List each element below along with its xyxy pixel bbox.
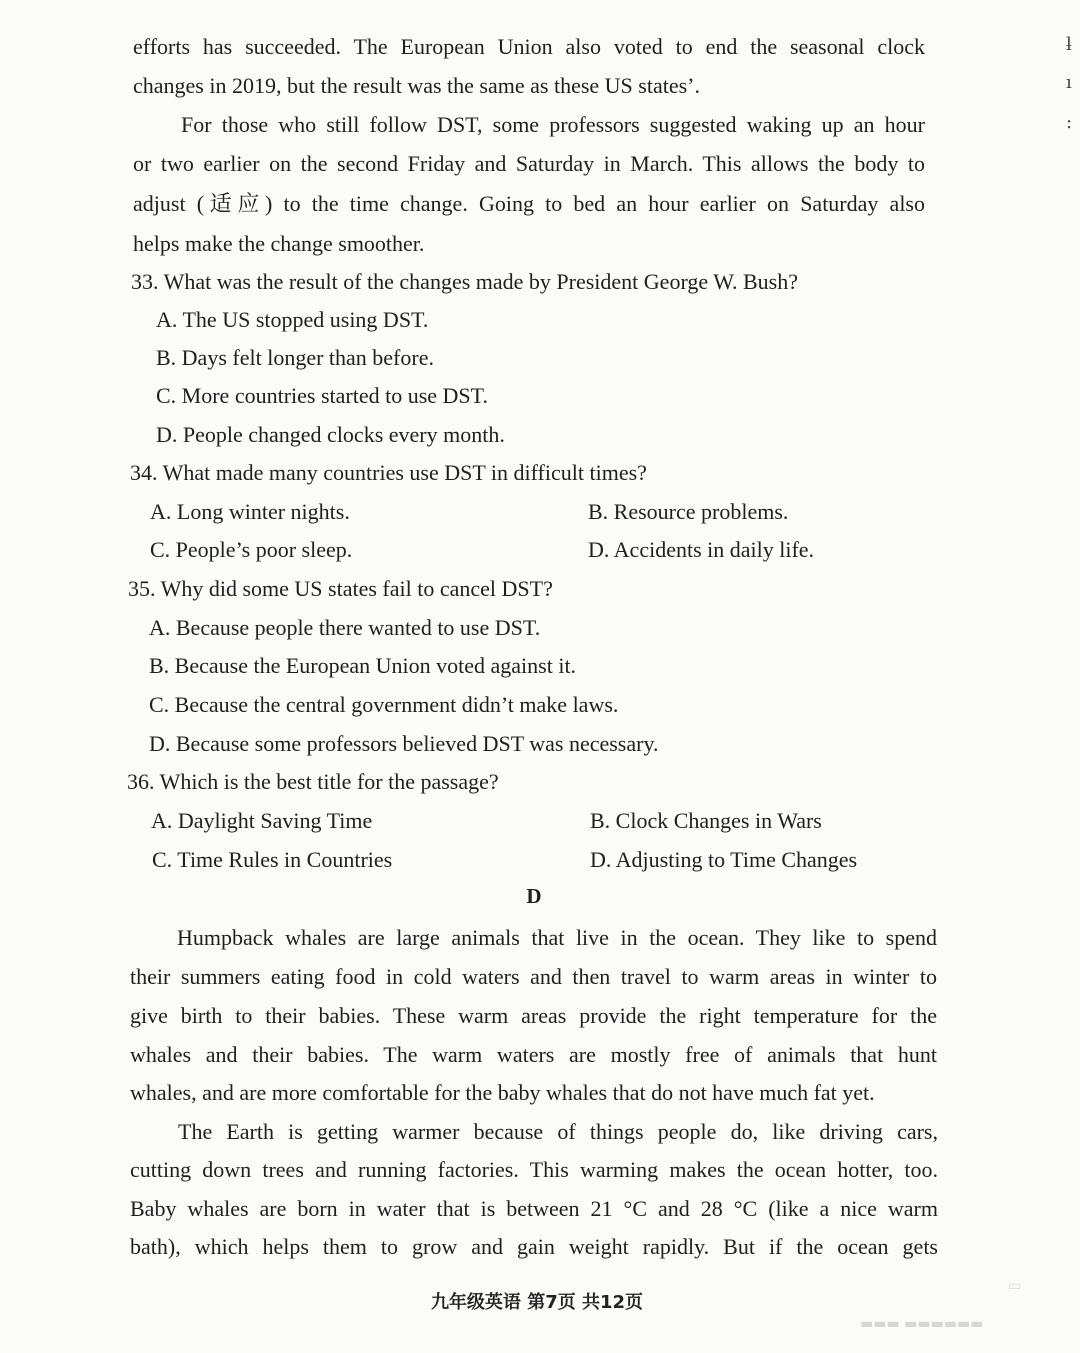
passage-d-line: cutting down trees and running factories. This warming makes the ocean hotter, too. (130, 1157, 938, 1182)
passage-d-line: Baby whales are born in water that is between 21 °C and 28 °C (like a nice warm (130, 1196, 938, 1221)
passage-d-line: their summers eating food in cold waters and then travel to warm areas in winter to (130, 964, 937, 989)
edge-mark-glyph: ƚ (1066, 34, 1072, 55)
passage-c-line: efforts has succeeded. The European Union also voted to end the seasonal clock (133, 34, 925, 59)
answer-option: B. Because the European Union voted against it. (149, 653, 577, 678)
answer-option: D. People changed clocks every month. (156, 422, 505, 447)
passage-d-line: whales, and are more comfortable for the baby whales that do not have much fat yet. (130, 1080, 875, 1105)
answer-option: A. The US stopped using DST. (156, 307, 429, 332)
answer-option: A. Because people there wanted to use DST. (149, 615, 541, 640)
passage-d-line: Humpback whales are large animals that live in the ocean. They like to spend (177, 925, 937, 950)
passage-c-line: helps make the change smoother. (133, 231, 425, 256)
answer-option: C. More countries started to use DST. (156, 383, 488, 408)
passage-c-line: For those who still follow DST, some professors suggested waking up an hour (181, 112, 925, 137)
section-heading: D (526, 884, 542, 908)
answer-option: D. Accidents in daily life. (588, 537, 815, 562)
passage-c-line: changes in 2019, but the result was the same as these US states’. (133, 73, 700, 98)
passage-c-line: or two earlier on the second Friday and Saturday in March. This allows the body to (133, 151, 925, 176)
answer-option: B. Days felt longer than before. (156, 345, 434, 370)
edge-mark-glyph: : (1066, 112, 1073, 133)
passage-d-line: bath), which helps them to grow and gain weight rapidly. But if the ocean gets (130, 1234, 938, 1259)
question-stem: 34. What made many countries use DST in difficult times? (130, 460, 647, 485)
answer-option: B. Clock Changes in Wars (590, 808, 822, 833)
passage-d-line: give birth to their babies. These warm areas provide the right temperature for the (130, 1003, 937, 1028)
answer-option: B. Resource problems. (588, 499, 789, 524)
question-stem: 33. What was the result of the changes made by President George W. Bush? (131, 269, 798, 294)
edge-mark-glyph: ı (1066, 72, 1072, 93)
answer-option: C. Because the central government didn’t make laws. (149, 692, 619, 717)
answer-option: D. Because some professors believed DST was necessary. (149, 731, 659, 756)
answer-option: A. Daylight Saving Time (151, 808, 373, 833)
passage-d-line: The Earth is getting warmer because of things people do, like driving cars, (178, 1119, 938, 1144)
watermark-strip: ▬▬▬ ▬▬▬▬▬▬ (860, 1316, 984, 1332)
question-stem: 36. Which is the best title for the passage? (127, 769, 499, 794)
answer-option: A. Long winter nights. (150, 499, 350, 524)
question-stem: 35. Why did some US states fail to cancel DST? (128, 576, 553, 601)
answer-option: D. Adjusting to Time Changes (590, 847, 858, 872)
answer-option: C. People’s poor sleep. (150, 537, 353, 562)
answer-option: C. Time Rules in Countries (152, 847, 393, 872)
passage-c-line: adjust (适应) to the time change. Going to bed an hour earlier on Saturday also (133, 191, 925, 216)
passage-d-line: whales and their babies. The warm waters are mostly free of animals that hunt (130, 1042, 937, 1067)
watermark-logo: ▭ (1008, 1278, 1022, 1294)
page-footer: 九年级英语 第7页 共12页 (430, 1292, 644, 1313)
